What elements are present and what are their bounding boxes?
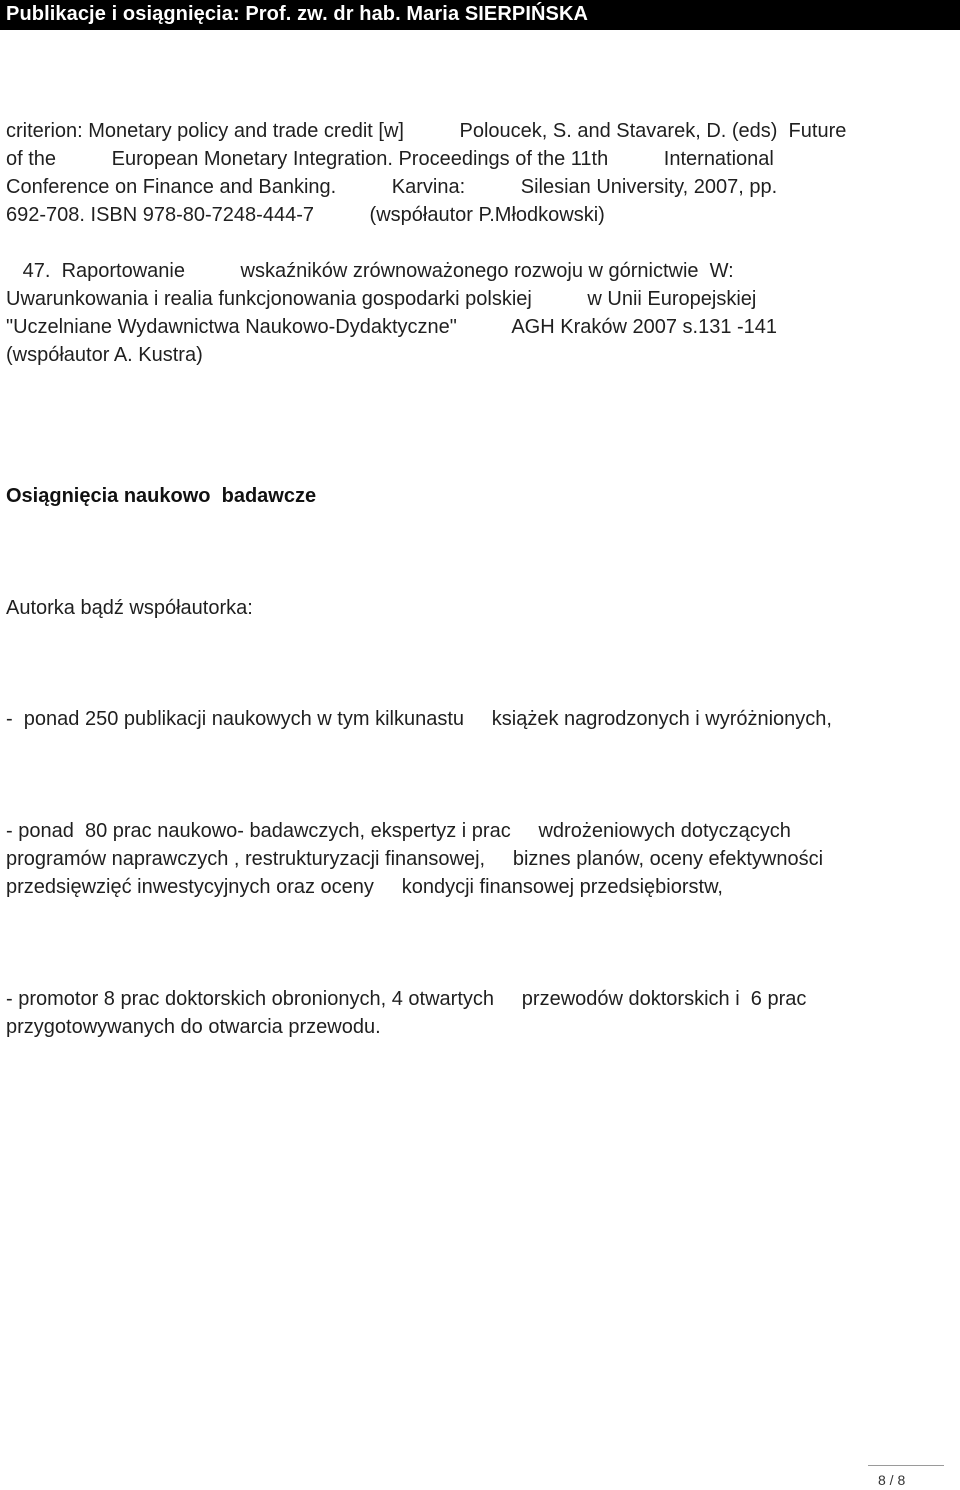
achievement-line: przygotowywanych do otwarcia przewodu. — [6, 1016, 381, 1038]
entry-line: "Uczelniane Wydawnictwa Naukowo-Dydaktyczne" AGH Kraków 2007 s.131 -141 — [6, 316, 778, 338]
entry-line: Conference on Finance and Banking. Karvina: Silesian University, 2007, pp. — [6, 176, 778, 198]
footer-divider — [868, 1465, 944, 1466]
page-number: 8 / 8 — [878, 1472, 906, 1488]
achievement-line: - ponad 80 prac naukowo- badawczych, ekspertyz i prac wdrożeniowych dotyczących — [6, 820, 791, 842]
achievement-line: przedsięwzięć inwestycyjnych oraz oceny kondycji finansowej przedsiębiorstw, — [6, 876, 723, 898]
authorship-label: Autorka bądź współautorka: — [6, 597, 253, 619]
document-title: Publikacje i osiągnięcia: Prof. zw. dr hab. Maria SIERPIŃSKA — [6, 3, 589, 25]
achievement-line: - ponad 250 publikacji naukowych w tym kilkunastu książek nagrodzonych i wyróżnionych, — [6, 708, 832, 730]
entry-line: 692-708. ISBN 978-80-7248-444-7 (współautor P.Młodkowski) — [6, 204, 605, 226]
achievement-line: programów naprawczych , restrukturyzacji finansowej, biznes planów, oceny efektywności — [6, 848, 824, 870]
section-heading: Osiągnięcia naukowo badawcze — [6, 485, 317, 507]
entry-line: criterion: Monetary policy and trade credit [w] Poloucek, S. and Stavarek, D. (eds) Future — [6, 120, 847, 142]
entry-line: of the European Monetary Integration. Proceedings of the 11th International — [6, 148, 774, 170]
achievement-line: - promotor 8 prac doktorskich obronionych, 4 otwartych przewodów doktorskich i 6 prac — [6, 988, 807, 1010]
document-header — [0, 0, 960, 30]
entry-line: (współautor A. Kustra) — [6, 344, 203, 366]
entry-line: Uwarunkowania i realia funkcjonowania gospodarki polskiej w Unii Europejskiej — [6, 288, 757, 310]
entry-line: 47. Raportowanie wskaźników zrównoważonego rozwoju w górnictwie W: — [6, 260, 734, 282]
